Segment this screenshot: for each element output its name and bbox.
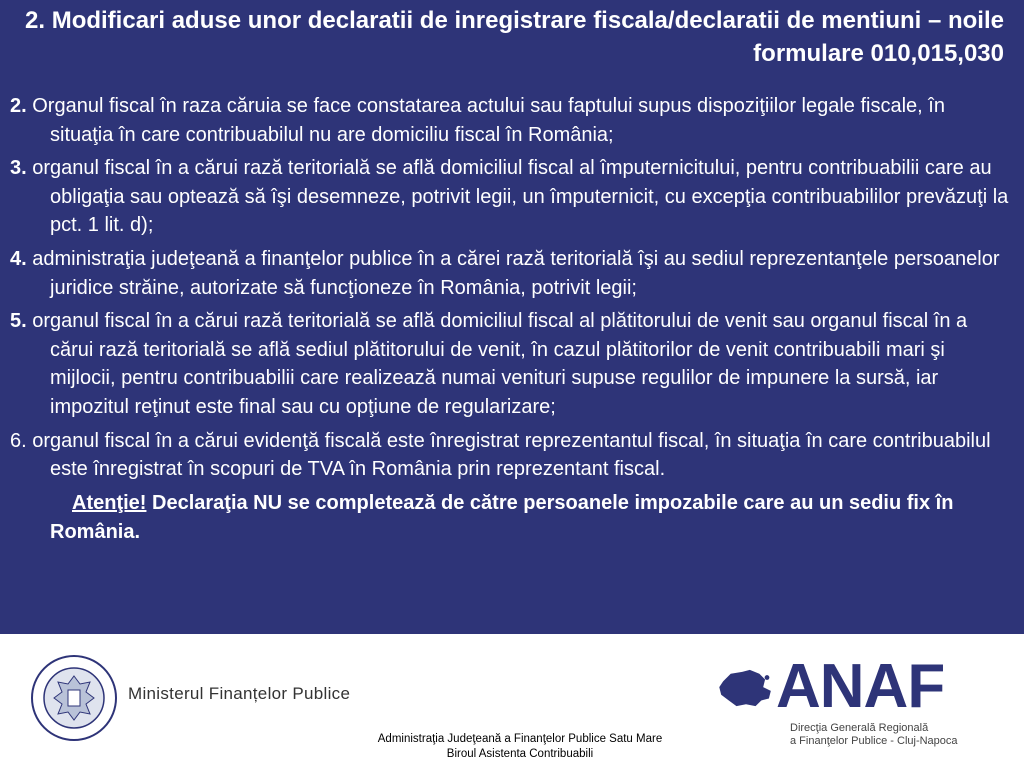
office-line-2: Biroul Asistenta Contribuabili [446,748,594,760]
anaf-subtitle-line-1: Direcţia Generală Regională [790,722,929,734]
item-text: Organul fiscal în raza căruia se face constatarea actului sau faptului supus dispoziţiilor legale fiscale, în situaţia în care contribuabilul nu are domiciliu fiscal în România; [26,95,945,146]
slide-title: 2. Modificari aduse unor declaratii de inregistrare fiscala/declaratii de mentiuni – noile formulare 010,015,030 [25,7,1004,67]
romania-map-icon [717,668,775,710]
footer [0,634,1024,768]
item-text: administraţia judeţeană a finanţelor publice în a cărei rază teritorială îşi au sediul reprezentanţele persoanelor juridice străine, autorizate să funcţioneze în România, potrivit legii; [26,247,1000,299]
list-item [10,92,1010,149]
romania-seal-icon [30,654,118,742]
list-item [10,427,1010,484]
anaf-subtitle [790,722,958,748]
item-number: 6. [10,429,27,452]
list-item [10,154,1010,240]
office-line-1: Administraţia Judeţeană a Finanţelor Publice Satu Mare [377,733,663,745]
item-number: 5. [10,310,27,333]
notice-text: Declaraţia NU se completează de către persoanele impozabile care au un sediu fix în România. [50,491,954,543]
notice-label: Atenţie! [72,491,147,514]
list-item [10,307,1010,421]
item-number: 3. [10,157,27,180]
item-text: organul fiscal în a cărui rază teritorială se află domiciliul fiscal al plătitorului de venit sau organul fiscal în a cărui rază teritorială se află sediul plătitorului de venit, în cazul plătitorilor de venit contribuabili mari şi mijlocii, pentru contribuabilii care realizează numai venituri supuse regulilor de impunere la sursă, iar impozitul reţinut este final sau cu opţiune de regularizare; [26,310,968,418]
item-text: organul fiscal în a cărui rază teritorială se află domiciliul fiscal al împuternicitului, pentru contribuabilii care au obligaţia sau optează să îşi desemneze, potrivit legii, un împuternicit, cu excepţia contribuabililor prevăzuţi la pct. 1 lit. d); [26,157,1009,237]
footer-office [320,732,720,762]
notice [10,489,1010,547]
anaf-subtitle-line-2: a Finanţelor Publice - Cluj-Napoca [790,735,958,747]
item-list [10,92,1010,547]
item-number: 4. [10,247,27,270]
list-item [10,245,1010,302]
anaf-logo: ANAF [776,652,945,721]
ministry-name: Ministerul Finanțelor Publice [128,684,351,703]
item-number: 2. [10,95,27,117]
item-text: organul fiscal în a cărui evidenţă fiscală este înregistrat reprezentantul fiscal, în situaţia în care contribuabilul este înregistrat în scopuri de TVA în România prin reprezentant fiscal. [26,429,991,481]
